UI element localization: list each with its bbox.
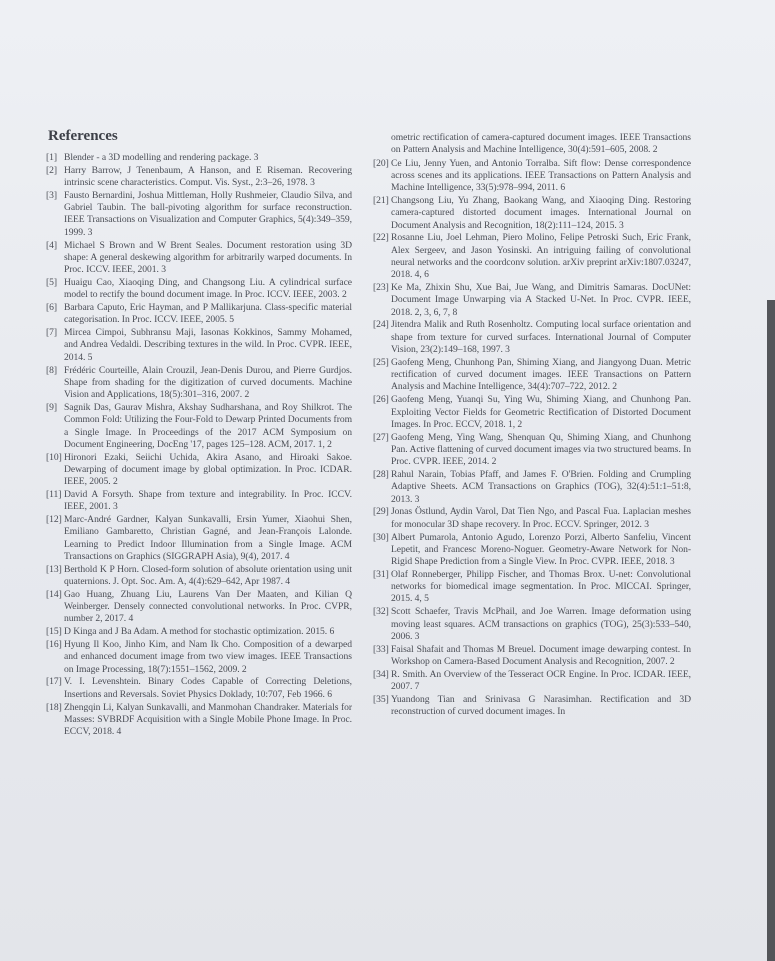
- reference-entry: [373, 644, 691, 669]
- reference-entry: [46, 327, 352, 364]
- reference-number: [21]: [373, 194, 389, 206]
- reference-number: [34]: [373, 668, 389, 680]
- reference-text: Gao Huang, Zhuang Liu, Laurens Van Der Maaten, and Kilian Q Weinberger. Densely connected convolutional networks. In Proc. CVPR, number 2, 2017. 4: [64, 588, 352, 625]
- reference-text: Huaigu Cao, Xiaoqing Ding, and Changsong Liu. A cylindrical surface model to rectify the bound document image. In Proc. ICCV. IEEE, 2003. 2: [64, 276, 352, 301]
- reference-number: [33]: [373, 643, 389, 655]
- reference-entry: [46, 676, 352, 701]
- reference-number: [24]: [373, 319, 389, 331]
- reference-entry: [373, 469, 691, 506]
- reference-text: Harry Barrow, J Tenenbaum, A Hanson, and E Riseman. Recovering intrinsic scene characteristics. Comput. Vis. Syst., 2:3–26, 1978. 3: [64, 164, 352, 189]
- reference-number: [27]: [373, 431, 389, 443]
- reference-entry: [373, 606, 691, 643]
- reference-number: [23]: [373, 282, 389, 294]
- reference-continuation: ometric rectification of camera-captured document images. IEEE Transactions on Pattern Analysis and Machine Intelligence, 30(4):591–605, 2008. 2: [391, 132, 691, 156]
- reference-number: [35]: [373, 693, 389, 705]
- reference-entry: [373, 282, 691, 319]
- reference-number: [6]: [46, 302, 58, 314]
- reference-number: [12]: [46, 514, 62, 526]
- reference-number: [15]: [46, 626, 62, 638]
- reference-entry: [373, 569, 691, 606]
- reference-text: Marc-André Gardner, Kalyan Sunkavalli, Ersin Yumer, Xiaohui Shen, Emiliano Gambaretto, Christian Gagné, and Jean-François Lalonde. Learning to Predict Indoor Illumination from a Single Image. ACM Transactions on Graphics (SIGGRAPH Asia), 9(4), 2017. 4: [64, 514, 352, 562]
- reference-number: [18]: [46, 701, 62, 713]
- reference-text: Rosanne Liu, Joel Lehman, Piero Molino, Felipe Petroski Such, Eric Frank, Alex Sergeev, and Jason Yosinski. An intriguing failing of convolutional neural networks and the coordconv solution. arXiv preprint arXiv:1807.03247, 2018. 4, 6: [391, 232, 691, 281]
- reference-text: Jonas Östlund, Aydin Varol, Dat Tien Ngo, and Pascal Fua. Laplacian meshes for monocular 3D shape recovery. In Proc. ECCV. Springer, 2012. 3: [391, 506, 691, 530]
- background-edge: [767, 300, 775, 961]
- reference-number: [10]: [46, 451, 62, 463]
- reference-text: Blender - a 3D modelling and rendering package. 3: [64, 152, 259, 163]
- reference-text: Ke Ma, Zhixin Shu, Xue Bai, Jue Wang, and Dimitris Samaras. DocUNet: Document Image Unwarping via A Stacked U-Net. In Proc. CVPR. IEEE, 2018. 2, 3, 6, 7, 8: [391, 282, 691, 318]
- reference-text: Hironori Ezaki, Seiichi Uchida, Akira Asano, and Hiroaki Sakoe. Dewarping of document image by global optimization. In Proc. ICDAR. IEEE, 2005. 2: [64, 451, 352, 488]
- reference-number: [17]: [46, 676, 62, 688]
- reference-text: Berthold K P Horn. Closed-form solution of absolute orientation using unit quaternions. J. Opt. Soc. Am. A, 4(4):629–642, Apr 1987. 4: [64, 563, 352, 588]
- reference-number: [30]: [373, 531, 389, 543]
- reference-text: Mircea Cimpoi, Subhransu Maji, Iasonas Kokkinos, Sammy Mohamed, and Andrea Vedaldi. Describing textures in the wild. In Proc. CVPR. IEEE, 2014. 5: [64, 327, 352, 363]
- reference-entry: [46, 489, 352, 514]
- reference-number: [1]: [46, 152, 58, 163]
- reference-number: [25]: [373, 356, 389, 368]
- reference-number: [9]: [46, 401, 58, 413]
- reference-text: David A Forsyth. Shape from texture and integrability. In Proc. ICCV. IEEE, 2001. 3: [64, 489, 352, 513]
- reference-number: [7]: [46, 327, 58, 339]
- reference-entry: [46, 240, 352, 277]
- reference-entry: [46, 165, 352, 190]
- reference-text: Gaofeng Meng, Chunhong Pan, Shiming Xiang, and Jiangyong Duan. Metric rectification of curved document images. IEEE Transactions on Pattern Analysis and Machine Intelligence, 34(4):707–722, 2012. 2: [391, 356, 691, 393]
- reference-text: Zhengqin Li, Kalyan Sunkavalli, and Manmohan Chandraker. Materials for Masses: SVBRDF Acquisition with a Single Mobile Phone Image. In Proc. ECCV, 2018. 4: [64, 701, 352, 738]
- reference-text: Albert Pumarola, Antonio Agudo, Lorenzo Porzi, Alberto Sanfeliu, Vincent Lepetit, and Francesc Moreno-Noguer. Geometry-Aware Network for Non-Rigid Shape Prediction from a Single View. In Proc. CVPR. IEEE, 2018. 3: [391, 531, 691, 568]
- reference-entry: [373, 357, 691, 394]
- reference-text: Gaofeng Meng, Ying Wang, Shenquan Qu, Shiming Xiang, and Chunhong Pan. Active flattening of curved document images via two structured beams. In Proc. CVPR. IEEE, 2014. 2: [391, 431, 691, 468]
- references-right-column: [373, 132, 691, 719]
- reference-entry: [373, 195, 691, 232]
- reference-number: [26]: [373, 394, 389, 406]
- reference-entry: [46, 702, 352, 739]
- reference-entry: [46, 589, 352, 626]
- references-left-column: [46, 152, 352, 739]
- reference-entry: [46, 365, 352, 402]
- reference-entry: [46, 302, 352, 327]
- reference-entry: [46, 190, 352, 239]
- reference-text: Yuandong Tian and Srinivasa G Narasimhan. Rectification and 3D reconstruction of curved document images. In: [391, 693, 691, 718]
- reference-entry: [373, 232, 691, 281]
- reference-entry: [373, 669, 691, 694]
- reference-number: [2]: [46, 164, 58, 176]
- reference-text: Ce Liu, Jenny Yuen, and Antonio Torralba. Sift flow: Dense correspondence across scenes and its applications. IEEE Transactions on Pattern Analysis and Machine Intelligence, 33(5):978–994, 2011. 6: [391, 157, 691, 194]
- reference-entry: [373, 432, 691, 469]
- reference-text: Fausto Bernardini, Joshua Mittleman, Holly Rushmeier, Claudio Silva, and Gabriel Taubin. The ball-pivoting algorithm for surface reconstruction. IEEE Transactions on Visualization and Computer Graphics, 5(4):349–359, 1999. 3: [64, 189, 352, 238]
- reference-number: [22]: [373, 232, 389, 244]
- reference-text: Michael S Brown and W Brent Seales. Document restoration using 3D shape: A general deskewing algorithm for arbitrarily warped documents. In Proc. ICCV. IEEE, 2001. 3: [64, 239, 352, 276]
- reference-entry: [373, 694, 691, 719]
- reference-entry: [373, 394, 691, 431]
- reference-text: Sagnik Das, Gaurav Mishra, Akshay Sudharshana, and Roy Shilkrot. The Common Fold: Utilizing the Four-Fold to Dewarp Printed Documents from a Single Image. In Proceedings of the 2017 ACM Symposium on Document Engineering, DocEng '17, pages 125–128. ACM, 2017. 1, 2: [64, 401, 352, 450]
- reference-entry: [46, 626, 352, 638]
- reference-entry: [373, 532, 691, 569]
- reference-text: Scott Schaefer, Travis McPhail, and Joe Warren. Image deformation using moving least squares. ACM transactions on graphics (TOG), 25(3):533–540, 2006. 3: [391, 606, 691, 642]
- reference-number: [32]: [373, 606, 389, 618]
- reference-number: [28]: [373, 469, 389, 481]
- reference-text: Barbara Caputo, Eric Hayman, and P Mallikarjuna. Class-specific material categorisation. In Proc. ICCV. IEEE, 2005. 5: [64, 302, 352, 326]
- reference-number: [16]: [46, 639, 62, 651]
- reference-entry: [46, 564, 352, 589]
- reference-entry: [46, 514, 352, 563]
- reference-entry: [373, 319, 691, 356]
- reference-entry: [46, 452, 352, 489]
- reference-number: [8]: [46, 364, 58, 376]
- reference-text: Hyung Il Koo, Jinho Kim, and Nam Ik Cho. Composition of a dewarped and enhanced document image from two view images. IEEE Transactions on Image Processing, 18(7):1551–1562, 2009. 2: [64, 639, 352, 675]
- reference-text: Faisal Shafait and Thomas M Breuel. Document image dewarping contest. In Workshop on Camera-Based Document Analysis and Recognition, 2007. 2: [391, 643, 691, 667]
- reference-number: [3]: [46, 189, 58, 201]
- reference-entry: [373, 158, 691, 195]
- reference-entry: [46, 277, 352, 302]
- reference-number: [4]: [46, 239, 58, 251]
- reference-text: D Kinga and J Ba Adam. A method for stochastic optimization. 2015. 6: [64, 626, 335, 638]
- reference-number: [13]: [46, 563, 62, 575]
- reference-number: [20]: [373, 157, 389, 169]
- reference-entry: [373, 506, 691, 531]
- reference-number: [29]: [373, 506, 389, 518]
- reference-entry: [46, 402, 352, 451]
- references-heading: References: [48, 128, 118, 144]
- reference-text: Frédéric Courteille, Alain Crouzil, Jean-Denis Durou, and Pierre Gurdjos. Shape from shading for the digitization of curved documents. Machine Vision and Applications, 18(5):301–316, 2007. 2: [64, 364, 352, 401]
- reference-text: R. Smith. An Overview of the Tesseract OCR Engine. In Proc. ICDAR. IEEE, 2007. 7: [391, 668, 691, 693]
- reference-text: Gaofeng Meng, Yuanqi Su, Ying Wu, Shiming Xiang, and Chunhong Pan. Exploiting Vector Fields for Geometric Rectification of Distorted Document Images. In Proc. ECCV, 2018. 1, 2: [391, 394, 691, 430]
- reference-number: [31]: [373, 568, 389, 580]
- reference-entry: [46, 152, 352, 164]
- reference-text: Olaf Ronneberger, Philipp Fischer, and Thomas Brox. U-net: Convolutional networks for biomedical image segmentation. In Proc. MICCAI. Springer, 2015. 4, 5: [391, 568, 691, 605]
- reference-text: Rahul Narain, Tobias Pfaff, and James F. O'Brien. Folding and Crumpling Adaptive Sheets. ACM Transactions on Graphics (TOG), 32(4):51:1–51:8, 2013. 3: [391, 469, 691, 505]
- reference-text: V. I. Levenshtein. Binary Codes Capable of Correcting Deletions, Insertions and Reversals. Soviet Physics Doklady, 10:707, Feb 1966. 6: [64, 676, 352, 700]
- reference-text: Changsong Liu, Yu Zhang, Baokang Wang, and Xiaoqing Ding. Restoring camera-captured distorted document images. International Journal on Document Analysis and Recognition, 18(2):111–124, 2015. 3: [391, 194, 691, 231]
- reference-text: Jitendra Malik and Ruth Rosenholtz. Computing local surface orientation and shape from texture for curved surfaces. International Journal of Computer Vision, 23(2):149–168, 1997. 3: [391, 319, 691, 356]
- reference-number: [11]: [46, 489, 62, 501]
- reference-number: [14]: [46, 588, 62, 600]
- reference-entry: [46, 639, 352, 676]
- reference-number: [5]: [46, 276, 58, 288]
